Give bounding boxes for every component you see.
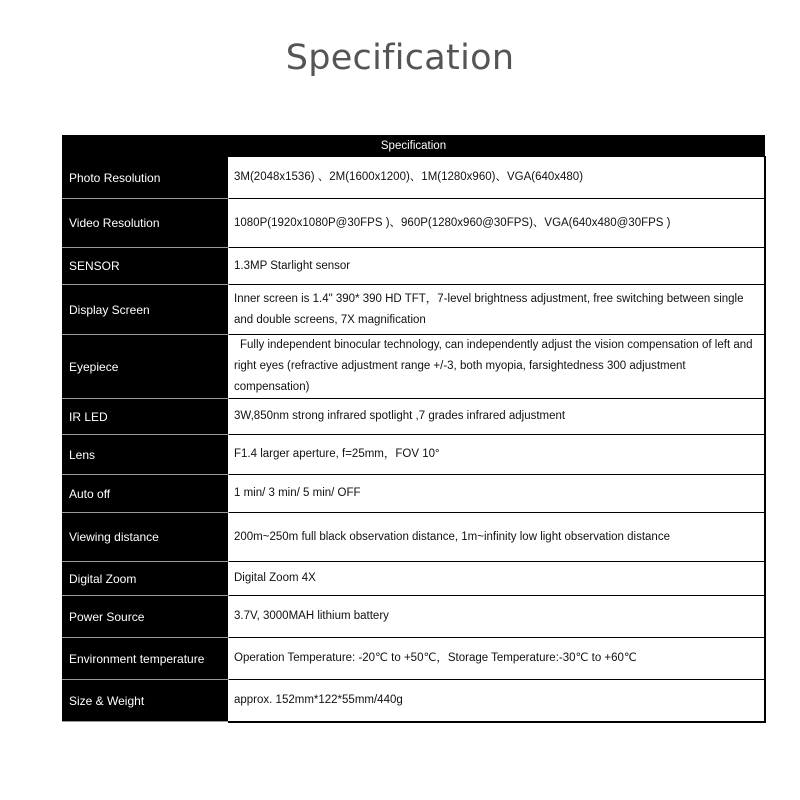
spec-label: Display Screen bbox=[63, 285, 229, 335]
spec-value: Operation Temperature: -20℃ to +50℃，Storage Temperature:-30℃ to +60℃ bbox=[229, 638, 765, 680]
spec-table bbox=[62, 135, 766, 723]
spec-value: Fully independent binocular technology, can independently adjust the vision compensation of left and right eyes (refractive adjustment range +/-3, both myopia, farsightedness 300 adjustment compensation) bbox=[229, 335, 765, 399]
spec-label: Digital Zoom bbox=[63, 562, 229, 596]
table-header-row bbox=[63, 136, 765, 157]
spec-row-auto-off bbox=[63, 475, 765, 513]
spec-value: 3W,850nm strong infrared spotlight ,7 grades infrared adjustment bbox=[229, 399, 765, 435]
spec-label: IR LED bbox=[63, 399, 229, 435]
spec-value: 1080P(1920x1080P@30FPS )、960P(1280x960@30FPS)、VGA(640x480@30FPS ) bbox=[229, 199, 765, 248]
spec-label: SENSOR bbox=[63, 248, 229, 285]
spec-value: approx. 152mm*122*55mm/440g bbox=[229, 680, 765, 722]
page-title: Specification bbox=[285, 38, 515, 78]
spec-value: Digital Zoom 4X bbox=[229, 562, 765, 596]
spec-label: Eyepiece bbox=[63, 335, 229, 399]
spec-value: Inner screen is 1.4" 390* 390 HD TFT，7-level brightness adjustment, free switching between single and double screens, 7X magnification bbox=[229, 285, 765, 335]
spec-row-video-resolution bbox=[63, 199, 765, 248]
spec-row-size-weight bbox=[63, 680, 765, 722]
spec-row-photo-resolution bbox=[63, 157, 765, 199]
spec-row-eyepiece bbox=[63, 335, 765, 399]
spec-label: Size & Weight bbox=[63, 680, 229, 722]
spec-value: F1.4 larger aperture, f=25mm，FOV 10° bbox=[229, 435, 765, 475]
spec-label: Environment temperature bbox=[63, 638, 229, 680]
spec-label: Viewing distance bbox=[63, 513, 229, 562]
spec-label: Video Resolution bbox=[63, 199, 229, 248]
spec-row-power-source bbox=[63, 596, 765, 638]
spec-row-ir-led bbox=[63, 399, 765, 435]
spec-value: 3M(2048x1536) 、2M(1600x1200)、1M(1280x960)、VGA(640x480) bbox=[229, 157, 765, 199]
spec-value: 3.7V, 3000MAH lithium battery bbox=[229, 596, 765, 638]
spec-value: 1.3MP Starlight sensor bbox=[229, 248, 765, 285]
spec-label: Photo Resolution bbox=[63, 157, 229, 199]
spec-value: 1 min/ 3 min/ 5 min/ OFF bbox=[229, 475, 765, 513]
spec-label: Lens bbox=[63, 435, 229, 475]
spec-row-digital-zoom bbox=[63, 562, 765, 596]
spec-row-lens bbox=[63, 435, 765, 475]
spec-label: Auto off bbox=[63, 475, 229, 513]
spec-row-environment-temperature bbox=[63, 638, 765, 680]
spec-value: 200m~250m full black observation distance, 1m~infinity low light observation distance bbox=[229, 513, 765, 562]
spec-row-sensor bbox=[63, 248, 765, 285]
table-header: Specification bbox=[63, 136, 765, 157]
spec-label: Power Source bbox=[63, 596, 229, 638]
spec-row-display-screen bbox=[63, 285, 765, 335]
spec-row-viewing-distance bbox=[63, 513, 765, 562]
